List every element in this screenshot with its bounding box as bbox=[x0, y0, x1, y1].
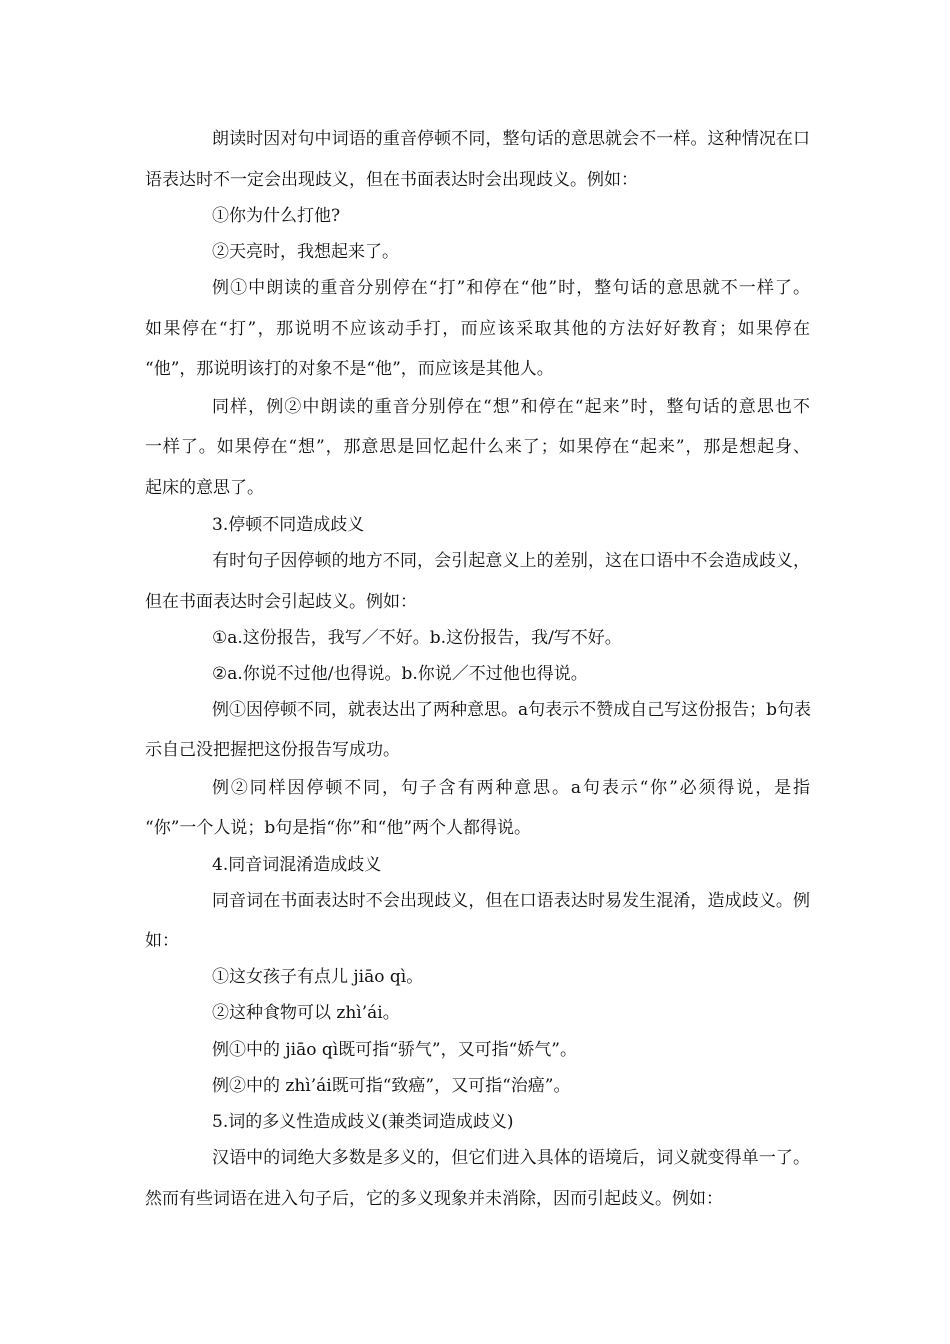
paragraph-line: 语表达时不一定会出现歧义，但在书面表达时会出现歧义。例如： bbox=[145, 170, 638, 190]
paragraph-line: 有时句子因停顿的地方不同，会引起意义上的差别，这在口语中不会造成歧义， bbox=[212, 551, 810, 571]
paragraph-line: 例①因停顿不同，就表达出了两种意思。a句表示不赞成自己写这份报告；b句表 bbox=[212, 700, 812, 720]
paragraph-line: 例①中朗读的重音分别停在“打”和停在“他”时，整句话的意思就不一样了。 bbox=[212, 278, 810, 298]
paragraph-line: 例②同样因停顿不同，句子含有两种意思。a句表示“你”必须得说，是指 bbox=[212, 778, 810, 798]
example-line: ①这女孩子有点儿 jiāo qì。 bbox=[212, 967, 424, 987]
section-heading: 3.停顿不同造成歧义 bbox=[212, 515, 365, 535]
paragraph-line: 但在书面表达时会引起歧义。例如： bbox=[145, 592, 417, 612]
example-line: ①a.这份报告，我写／不好。b.这份报告，我/写不好。 bbox=[212, 628, 622, 648]
example-line: ②天亮时，我想起来了。 bbox=[212, 242, 399, 262]
paragraph-line: 起床的意思了。 bbox=[145, 478, 264, 498]
paragraph-line: 一样了。如果停在“想”，那意思是回忆起什么来了；如果停在“起来”，那是想起身、 bbox=[145, 437, 810, 457]
paragraph-line: 如果停在“打”，那说明不应该动手打，而应该采取其他的方法好好教育；如果停在 bbox=[145, 319, 810, 339]
paragraph-line: 同音词在书面表达时不会出现歧义，但在口语表达时易发生混淆，造成歧义。例 bbox=[212, 891, 810, 911]
paragraph-line: 汉语中的词绝大多数是多义的，但它们进入具体的语境后，词义就变得单一了。 bbox=[212, 1148, 810, 1168]
paragraph-line: 如： bbox=[145, 931, 179, 951]
paragraph-line: 同样，例②中朗读的重音分别停在“想”和停在“起来”时，整句话的意思也不 bbox=[212, 397, 810, 417]
paragraph-line: 示自己没把握把这份报告写成功。 bbox=[145, 740, 400, 760]
example-line: ②这种食物可以 zhì’ái。 bbox=[212, 1003, 400, 1023]
paragraph-line: 朗读时因对句中词语的重音停顿不同，整句话的意思就会不一样。这种情况在口 bbox=[212, 129, 810, 149]
section-heading: 4.同音词混淆造成歧义 bbox=[212, 855, 382, 875]
paragraph-line: “你”一个人说；b句是指“你”和“他”两个人都得说。 bbox=[145, 818, 532, 838]
example-line: ②a.你说不过他/也得说。b.你说／不过他也得说。 bbox=[212, 664, 588, 684]
paragraph-line: 例②中的 zhì’ái既可指“致癌”，又可指“治癌”。 bbox=[212, 1076, 571, 1096]
paragraph-line: “他”，那说明该打的对象不是“他”，而应该是其他人。 bbox=[145, 359, 554, 379]
section-heading: 5.词的多义性造成歧义(兼类词造成歧义) bbox=[212, 1112, 514, 1132]
paragraph-line: 例①中的 jiāo qì既可指“骄气”，又可指“娇气”。 bbox=[212, 1040, 577, 1060]
paragraph-line: 然而有些词语在进入句子后，它的多义现象并未消除，因而引起歧义。例如： bbox=[145, 1189, 723, 1209]
example-line: ①你为什么打他? bbox=[212, 206, 341, 226]
